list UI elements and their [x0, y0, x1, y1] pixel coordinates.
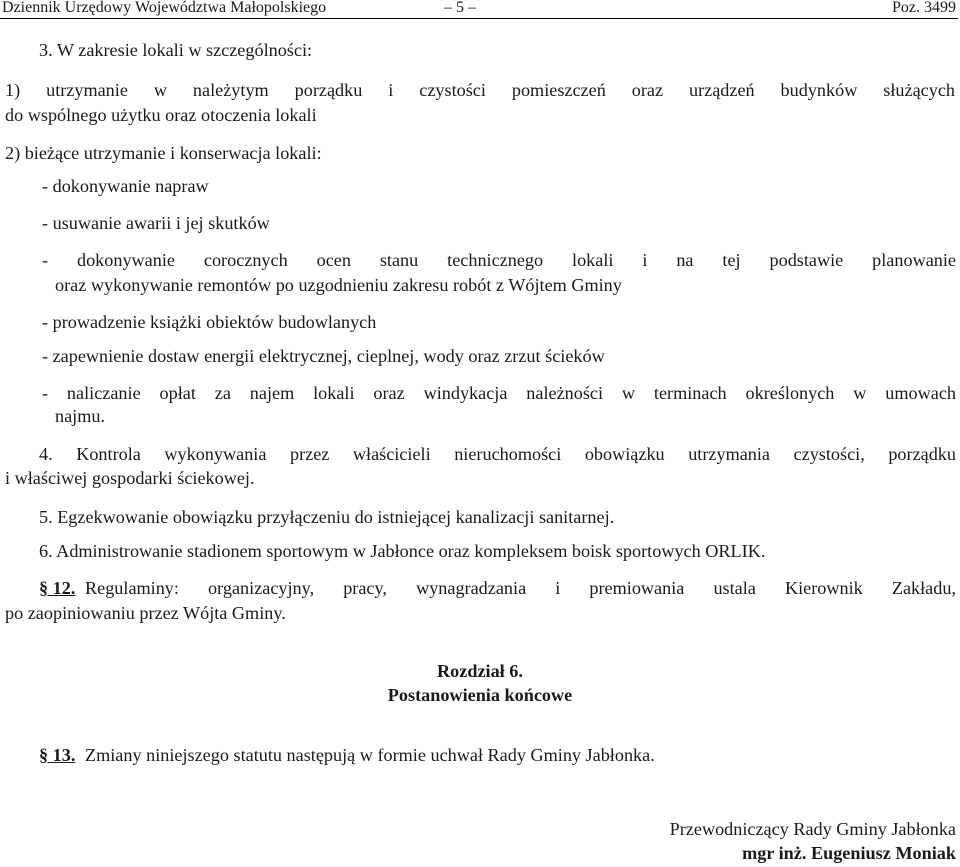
- dash-item-assessments-line1: - dokonywanie corocznych ocen stanu technicznego lokali i na tej podstawie planowanie: [42, 250, 956, 270]
- section-13-text: Zmiany niniejszego statutu następują w formie uchwał Rady Gminy Jabłonka.: [85, 745, 655, 765]
- item-3-1-line2: do wspólnego użytku oraz otoczenia lokali: [5, 105, 317, 125]
- position-number: Poz. 3499: [892, 0, 956, 16]
- paragraph-4-line2: i właściwej gospodarki ściekowej.: [5, 468, 255, 488]
- item-3-2: 2) bieżące utrzymanie i konserwacja lokali:: [5, 143, 322, 163]
- journal-title: Dziennik Urzędowy Województwa Małopolskiego: [2, 0, 327, 16]
- dash-item-repairs: - dokonywanie napraw: [42, 176, 209, 196]
- paragraph-3: 3. W zakresie lokali w szczególności:: [39, 40, 313, 60]
- dash-item-building-book: - prowadzenie książki obiektów budowlanych: [42, 312, 377, 332]
- dash-item-fees-line2: najmu.: [55, 406, 106, 426]
- section-13-number: § 13.: [39, 745, 76, 765]
- paragraph-5: 5. Egzekwowanie obowiązku przyłączeniu do istniejącej kanalizacji sanitarnej.: [39, 507, 615, 527]
- dash-item-fees-line1: - naliczanie opłat za najem lokali oraz windykacja należności w terminach określonych w umowach: [42, 383, 956, 403]
- dash-item-failures: - usuwanie awarii i jej skutków: [42, 213, 270, 233]
- page-header: [0, 0, 958, 19]
- dash-item-utilities: - zapewnienie dostaw energii elektrycznej, cieplnej, wody oraz zrzut ścieków: [42, 346, 605, 366]
- dash-item-assessments-line2: oraz wykonywanie remontów po uzgodnieniu zakresu robót z Wójtem Gminy: [55, 275, 622, 295]
- section-12-line1: Regulaminy: organizacyjny, pracy, wynagradzania i premiowania ustala Kierownik Zakładu,: [85, 578, 956, 598]
- chapter-title: Postanowienia końcowe: [387, 685, 573, 705]
- chapter-number: Rozdział 6.: [437, 661, 523, 681]
- section-12-line2: po zaopiniowaniu przez Wójta Gminy.: [5, 603, 286, 623]
- signature-name: mgr inż. Eugeniusz Moniak: [742, 843, 956, 863]
- paragraph-6: 6. Administrowanie stadionem sportowym w Jabłonce oraz kompleksem boisk sportowych ORLIK.: [39, 541, 766, 561]
- item-3-1-line1: 1) utrzymanie w należytym porządku i czystości pomieszczeń oraz urządzeń budynków służących: [5, 80, 955, 100]
- page-number: – 5 –: [444, 0, 476, 16]
- paragraph-4-line1: 4. Kontrola wykonywania przez właścicieli nieruchomości obowiązku utrzymania czystości, porządku: [39, 444, 956, 464]
- signature-role: Przewodniczący Rady Gminy Jabłonka: [669, 819, 956, 839]
- section-12-number: § 12.: [39, 578, 76, 598]
